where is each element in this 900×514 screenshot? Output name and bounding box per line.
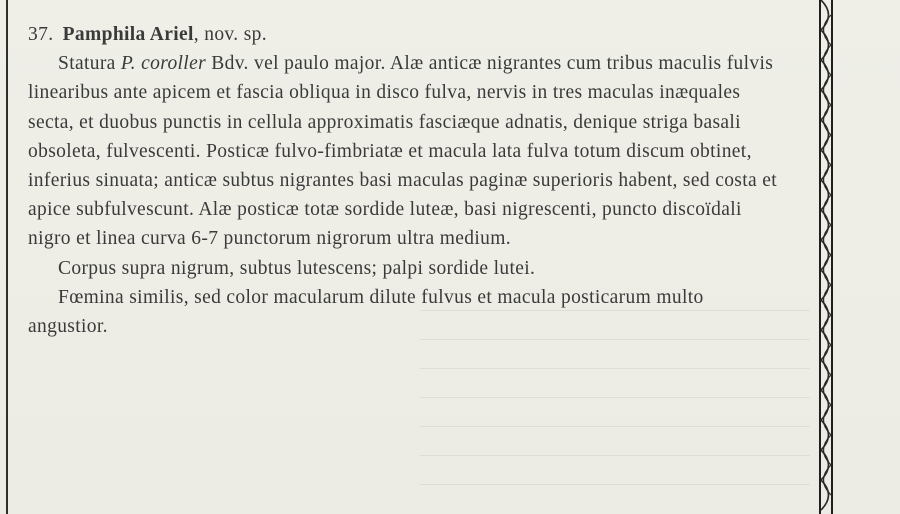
species-description [28, 20, 788, 341]
description-paragraph-1 [28, 49, 788, 253]
description-paragraph-3: Fœmina similis, sed color macularum dilute fulvus et macula posticarum multo angustior. [28, 286, 704, 338]
left-margin-rule [6, 0, 8, 514]
description-paragraph-2: Corpus supra nigrum, subtus lutescens; palpi sordide lutei. [58, 257, 536, 279]
paragraph-1-body: Bdv. vel paulo major. Alæ anticæ nigrantes cum tribus maculis fulvis linearibus ante apicem et fascia obliqua in disco fulva, nervis in tres maculas inæquales secta, et duobus punctis in cellula approximatis fasciæque adnatis, denique striga basali obsoleta, fulvescenti. Posticæ fulvo-fimbriatæ et macula lata fulva totum discum obtinet, inferius sinuata; anticæ subtus nigrantes basi maculas paginæ superioris habent, sed costa et apice subfulvescunt. Alæ posticæ totæ sordide luteæ, basi nigrescenti, puncto discoïdali nigro et linea curva 6-7 punctorum nigrorum ultra medium. [28, 53, 778, 250]
species-reference: P. coroller [120, 53, 207, 75]
species-name: Pamphila Ariel [62, 24, 194, 45]
paragraph-1-lead: Statura [58, 53, 121, 75]
binding-ornament [818, 0, 834, 514]
species-number: 37. [28, 24, 54, 45]
species-heading: 37. Pamphila Ariel, nov. sp. [28, 24, 267, 45]
species-note: nov. sp. [204, 24, 267, 45]
